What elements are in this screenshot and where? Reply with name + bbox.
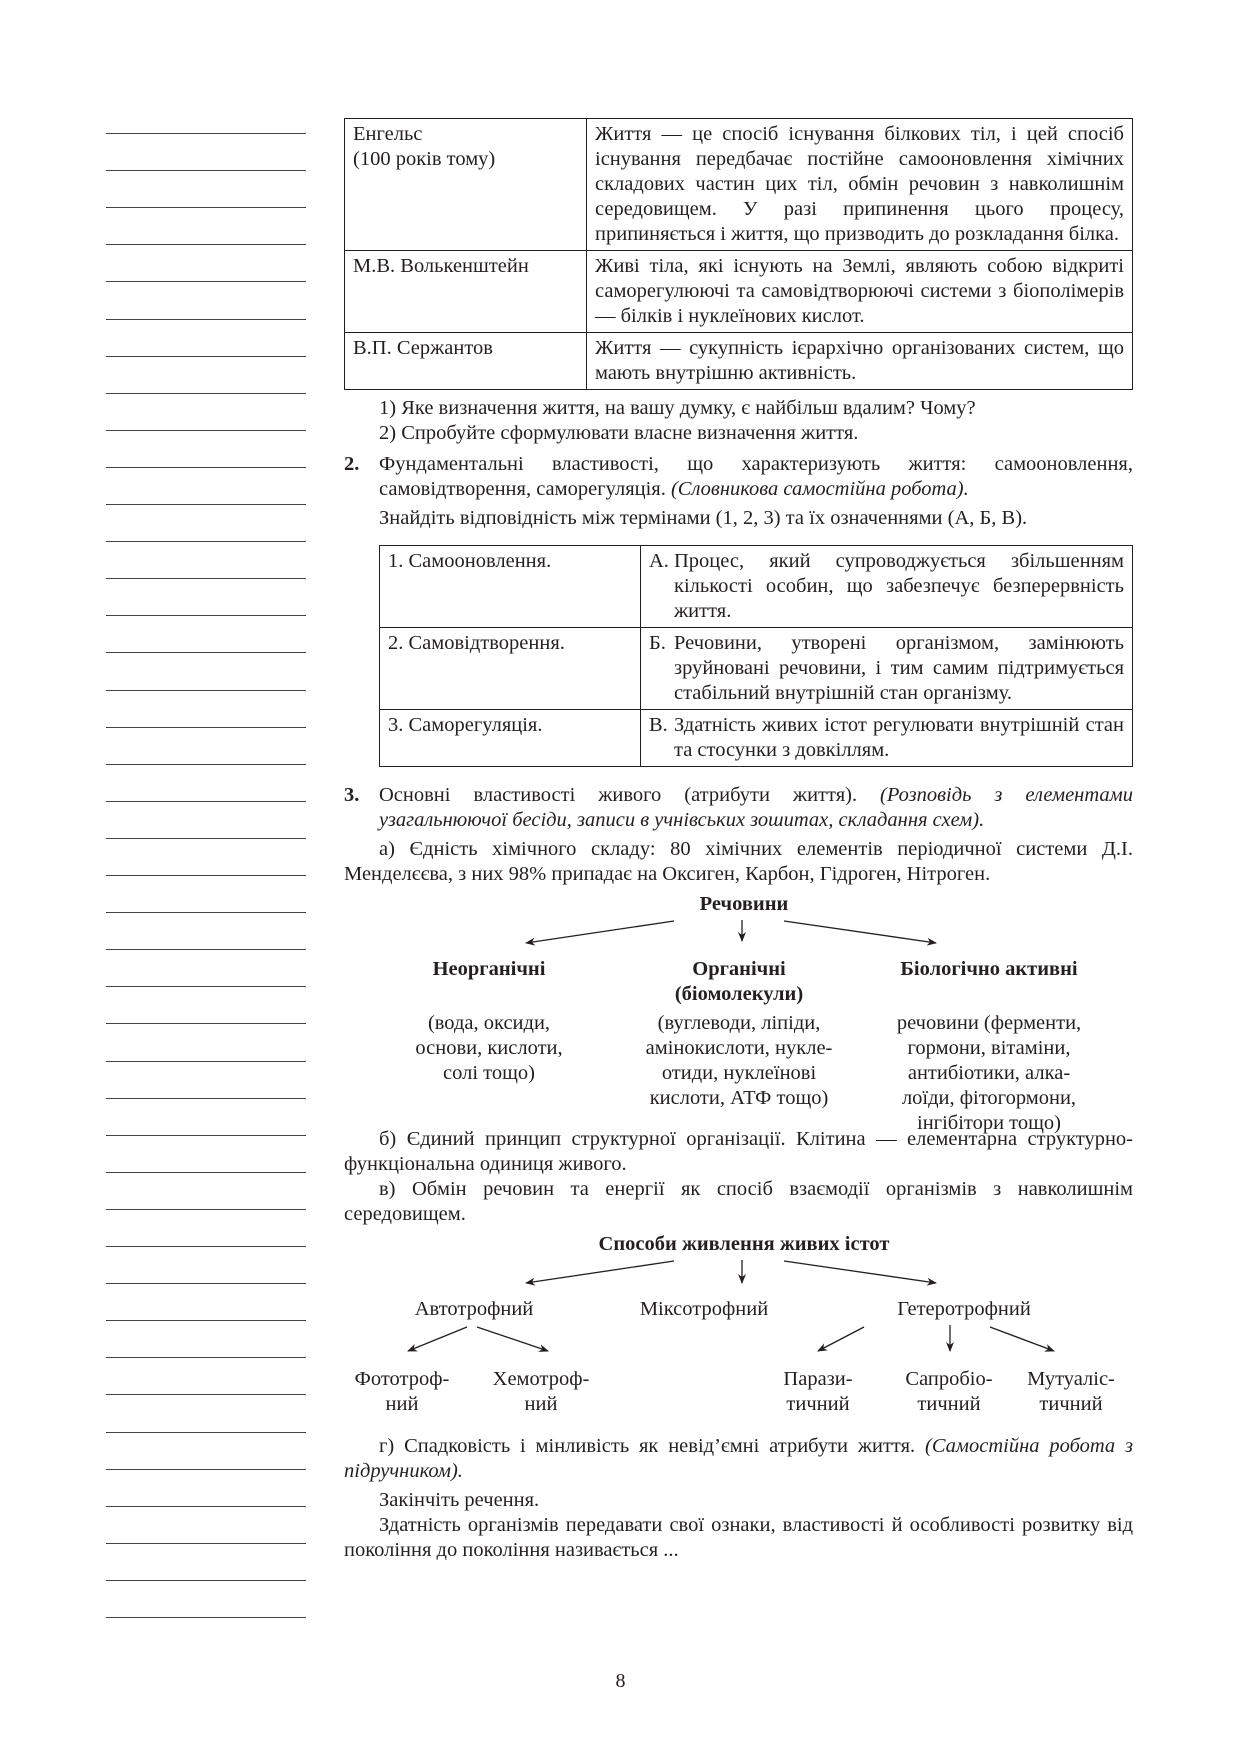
diagram-root-label: Речовини <box>699 893 789 915</box>
note-line <box>106 1320 306 1321</box>
note-line <box>106 912 306 913</box>
note-line <box>106 170 306 171</box>
nutrition-diagram <box>344 1227 1133 1434</box>
organic-title: Органічні (біомолекули) <box>674 958 804 1005</box>
saprobic-label: Сапробіо- тичний <box>905 1368 993 1415</box>
section-number: 3. <box>344 784 360 806</box>
term-cell: 2. Самовідтворення. <box>380 628 641 710</box>
note-line <box>106 838 306 839</box>
section-number: 2. <box>344 453 360 475</box>
note-line <box>106 1098 306 1099</box>
finish-instruction: Закінчіть речення. <box>379 1489 540 1511</box>
page-content <box>344 118 1133 1563</box>
author-note: (100 років тому) <box>353 148 496 170</box>
page-number: 8 <box>615 1670 626 1692</box>
arrow-parasitic <box>818 1327 864 1351</box>
note-line <box>106 1023 306 1024</box>
mutualistic-label: Мутуаліс- тичний <box>1027 1368 1115 1415</box>
definition-cell: Життя — це спосіб існування білкових тіл, і цей спосіб існування передбачає постійне самооновлення хімічних складових частин цих тіл, обмін речовин з навколишнім середовищем. У разі припинення цього процесу, припиняється і життя, що призводить до розкладання білка. <box>587 119 1133 251</box>
arrow-left <box>526 921 674 943</box>
inorganic-examples: (вода, оксиди, основи, кислоти, солі тощо) <box>415 1012 563 1084</box>
note-line <box>106 1617 306 1618</box>
arrow-mutualistic <box>990 1327 1054 1351</box>
note-line <box>106 1580 306 1581</box>
note-line <box>106 578 306 579</box>
arrow-right <box>784 921 936 943</box>
arrow-right <box>784 1261 936 1283</box>
note-line <box>106 615 306 616</box>
note-line <box>106 801 306 802</box>
section-text: Основні властивості живого (атрибути життя). <box>379 784 881 806</box>
section-note: (Розповідь з елементами узагальнюючої бесіди, записи в учнівських зошитах, складання схем). <box>379 784 1133 831</box>
definition-cell: Життя — сукупність ієрархічно організованих систем, що мають внутрішню активність. <box>587 333 1133 390</box>
section-note: (Словникова самостійна робота). <box>670 478 969 500</box>
definition-text: Процес, який супроводжується збільшенням кількості особин, що забезпечує безперервність життя. <box>674 550 1124 622</box>
note-line <box>106 1061 306 1062</box>
paragraph-g-note: (Самостійна робота з підручником). <box>344 1435 1133 1482</box>
note-line <box>106 764 306 765</box>
note-line <box>106 393 306 394</box>
section-2 <box>344 452 1133 502</box>
note-line <box>106 467 306 468</box>
chemotrophic-label: Хемотроф- ний <box>492 1368 590 1415</box>
note-line <box>106 652 306 653</box>
table-row <box>345 333 1133 390</box>
note-line <box>106 541 306 542</box>
note-line <box>106 504 306 505</box>
table-row <box>345 119 1133 251</box>
letter-label: Б. <box>649 632 666 654</box>
terms-matching-table <box>379 545 1133 767</box>
note-line <box>106 356 306 357</box>
paragraph-v: в) Обмін речовин та енергії як спосіб взаємодії організмів з навколишнім середовищем. <box>344 1178 1133 1225</box>
final-statement: Здатність організмів передавати свої ознаки, властивості й особливості розвитку від покоління до покоління називається ... <box>344 1514 1133 1561</box>
term-cell: 1. Самооновлення. <box>380 546 641 628</box>
paragraph-a: а) Єдність хімічного складу: 80 хімічних елементів періодичної системи Д.І. Менделєєва, з них 98% припадає на Оксиген, Карбон, Гідроген, Нітроген. <box>344 838 1133 885</box>
note-line <box>106 1506 306 1507</box>
arrow-chemo <box>477 1327 548 1351</box>
note-line <box>106 1135 306 1136</box>
note-line <box>106 1283 306 1284</box>
table-row <box>345 251 1133 333</box>
heterotrophic-label: Гетеротрофний <box>897 1298 1031 1320</box>
note-line <box>106 1469 306 1470</box>
note-line <box>106 949 306 950</box>
letter-label: В. <box>649 714 668 736</box>
section-3 <box>344 783 1133 833</box>
table-row <box>380 628 1133 710</box>
note-line <box>106 986 306 987</box>
letter-label: А. <box>649 550 669 572</box>
paragraph-g: г) Спадковість і мінливість як невід’ємні атрибути життя. (Самостійна робота з підручником). <box>344 1435 1133 1482</box>
note-line <box>106 319 306 320</box>
arrow-photo <box>408 1327 467 1351</box>
table-row <box>380 710 1133 767</box>
note-line <box>106 690 306 691</box>
bioactive-title: Біологічно активні <box>900 958 1078 980</box>
table-row <box>380 546 1133 628</box>
term-cell: 3. Саморегуляція. <box>380 710 641 767</box>
definition-cell: Живі тіла, які існують на Землі, являють собою відкриті саморегулюючі та самовідтворюючі системи з біополімерів — білків і нуклеїнових кислот. <box>587 251 1133 333</box>
note-line <box>106 1172 306 1173</box>
author-name: М.В. Волькенштейн <box>345 251 587 333</box>
note-line <box>106 1246 306 1247</box>
question-2: 2) Спробуйте сформулювати власне визначення життя. <box>379 422 859 444</box>
note-line <box>106 1394 306 1395</box>
author-name: Енгельс <box>353 123 423 145</box>
note-line <box>106 1209 306 1210</box>
mixotrophic-label: Міксотрофний <box>639 1298 769 1320</box>
paragraph-b: б) Єдиний принцип структурної організації. Клітина — елементарна структурно-функціональна одиниця живого. <box>344 1128 1133 1175</box>
diagram-root-label: Способи живлення живих істот <box>598 1233 890 1255</box>
section-text: Фундаментальні властивості, що характеризують життя: самооновлення, самовідтворення, саморегуляція. <box>379 453 1133 500</box>
note-line <box>106 1357 306 1358</box>
life-definitions-table <box>344 118 1133 390</box>
organic-examples: (вуглеводи, ліпіди, амінокислоти, нукле- отиди, нуклеїнові кислоти, АТФ тощо) <box>645 1012 833 1109</box>
bioactive-examples: речовини (ферменти, гормони, вітаміни, антибіотики, алка- лоїди, фітогормони, інгібітори тощо) <box>896 1012 1082 1134</box>
note-line <box>106 727 306 728</box>
note-line <box>106 875 306 876</box>
autotrophic-label: Автотрофний <box>414 1298 534 1320</box>
task-text: Знайдіть відповідність між термінами (1, 2, 3) та їх означеннями (А, Б, В). <box>379 507 1028 529</box>
arrow-left <box>526 1261 674 1283</box>
note-line <box>106 133 306 134</box>
note-line <box>106 244 306 245</box>
note-line <box>106 1432 306 1433</box>
phototrophic-label: Фототроф- ний <box>354 1368 450 1415</box>
note-line <box>106 1543 306 1544</box>
parasitic-label: Парази- тичний <box>783 1368 853 1415</box>
question-1: 1) Яке визначення життя, на вашу думку, є найбільш вдалим? Чому? <box>379 397 976 419</box>
substances-diagram <box>344 887 1133 1134</box>
note-line <box>106 207 306 208</box>
definition-text: Речовини, утворені організмом, замінюють зруйновані речовини, і тим самим підтримується стабільний внутрішній стан організму. <box>674 632 1124 704</box>
author-name: В.П. Сержантов <box>345 333 587 390</box>
inorganic-title: Неорганічні <box>432 958 546 980</box>
definition-text: Здатність живих істот регулювати внутрішній стан та стосунки з довкіллям. <box>674 714 1124 761</box>
note-line <box>106 281 306 282</box>
note-line <box>106 430 306 431</box>
